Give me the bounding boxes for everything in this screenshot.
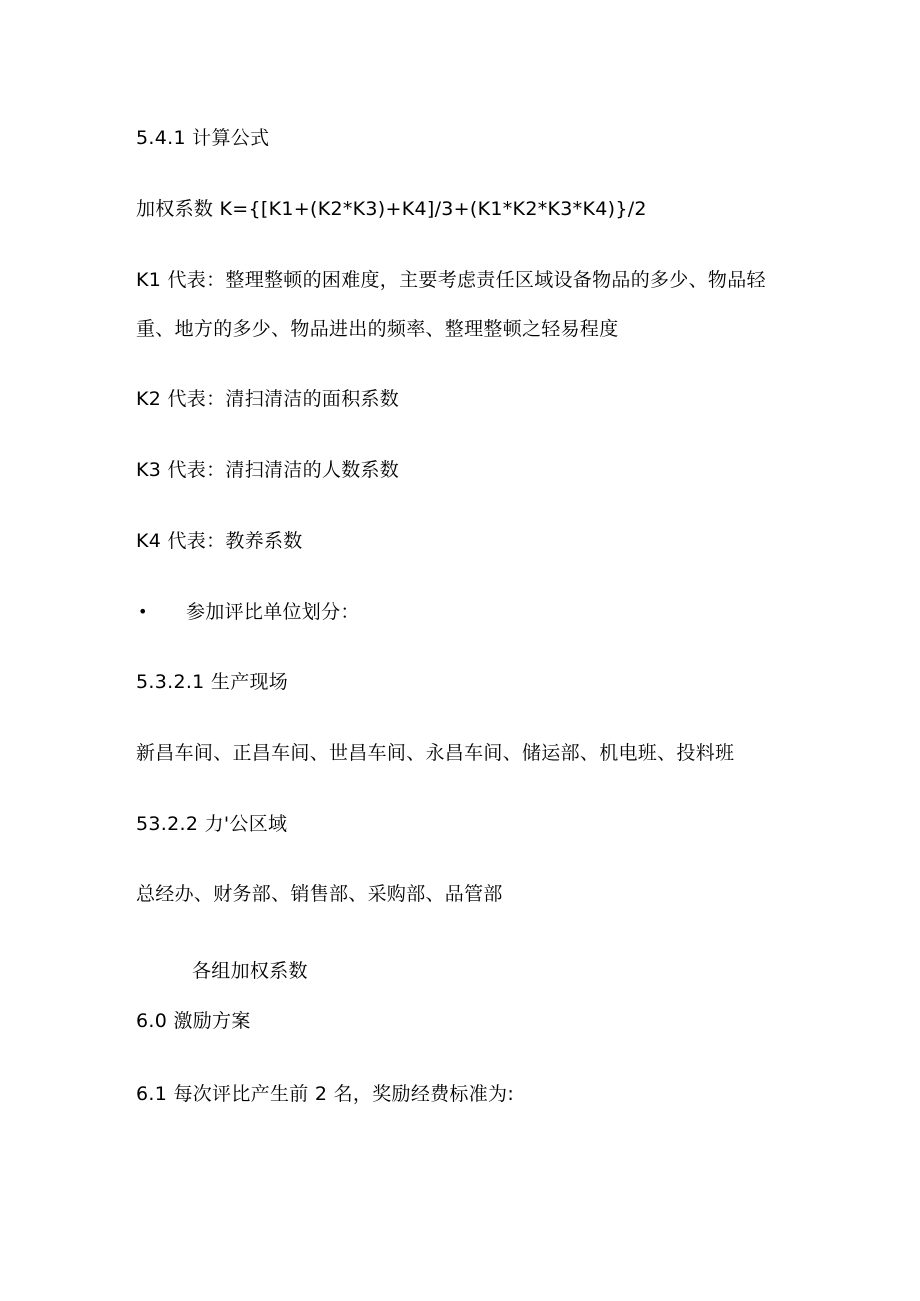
- production-units-list: 新昌车间、正昌车间、世昌车间、永昌车间、储运部、机电班、投料班: [136, 742, 735, 764]
- k3-definition: K3 代表：清扫清洁的人数系数: [136, 459, 400, 481]
- group-weight-caption: 各组加权系数: [192, 960, 308, 982]
- k4-definition: K4 代表：教养系数: [136, 530, 303, 552]
- section-heading-6-1: 6.1 每次评比产生前 2 名，奖励经费标准为:: [136, 1083, 515, 1105]
- k1-definition-line-1: K1 代表：整理整顿的困难度，主要考虑责任区域设备物品的多少、物品轻: [136, 269, 766, 291]
- formula-line: 加权系数 K={[K1+(K2*K3)+K4]/3+(K1*K2*K3*K4)}/2: [136, 198, 647, 220]
- section-heading-5-3-2-2: 53.2.2 力'公区域: [136, 813, 288, 835]
- k2-definition: K2 代表：清扫清洁的面积系数: [136, 388, 400, 410]
- unit-division-heading: 参加评比单位划分：: [186, 601, 360, 623]
- k1-definition-line-2: 重、地方的多少、物品进出的频率、整理整顿之轻易程度: [136, 318, 619, 340]
- bullet-marker: •: [138, 602, 148, 621]
- section-heading-6-0: 6.0 激励方案: [136, 1010, 251, 1032]
- office-units-list: 总经办、财务部、销售部、采购部、品管部: [136, 883, 503, 905]
- section-heading-5-3-2-1: 5.3.2.1 生产现场: [136, 671, 289, 693]
- section-heading-5-4-1: 5.4.1 计算公式: [136, 127, 270, 149]
